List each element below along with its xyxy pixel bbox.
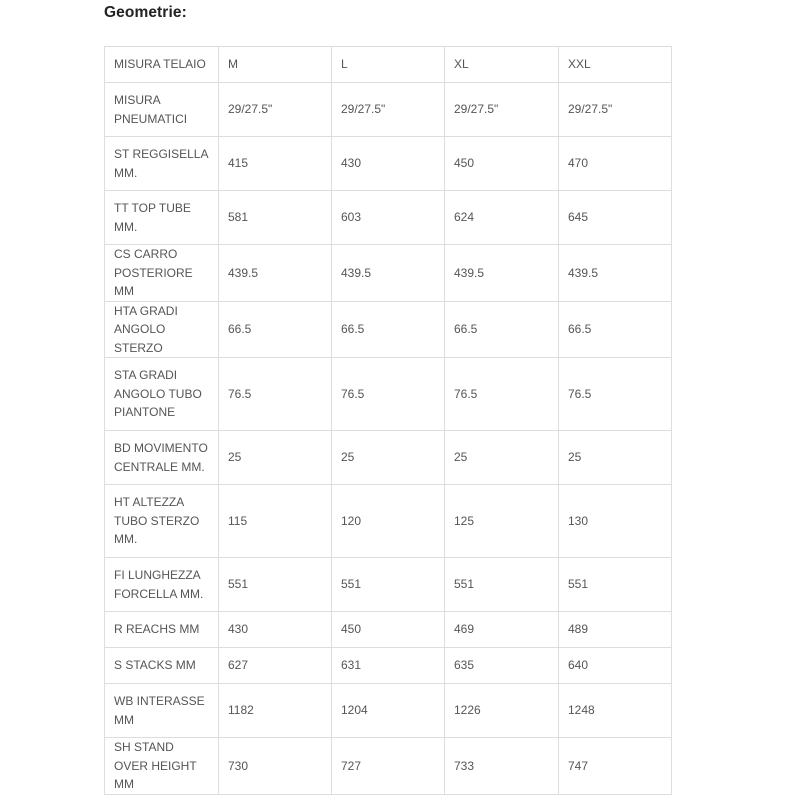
- table-cell: 439.5: [559, 245, 672, 302]
- table-row: [105, 245, 672, 302]
- row-label: MISURA TELAIO: [105, 47, 219, 83]
- table-cell: M: [219, 47, 332, 83]
- table-row: [105, 648, 672, 684]
- table-cell: 551: [445, 558, 559, 612]
- row-label: SH STAND OVER HEIGHT MM: [105, 738, 219, 795]
- row-label: HTA GRADI ANGOLO STERZO: [105, 301, 219, 358]
- table-cell: 130: [559, 485, 672, 558]
- table-row: [105, 191, 672, 245]
- table-row: [105, 684, 672, 738]
- table-cell: 66.5: [219, 301, 332, 358]
- table-cell: 415: [219, 137, 332, 191]
- table-cell: 439.5: [219, 245, 332, 302]
- table-cell: 624: [445, 191, 559, 245]
- table-cell: 551: [559, 558, 672, 612]
- table-cell: 29/27.5": [559, 83, 672, 137]
- row-label: HT ALTEZZA TUBO STERZO MM.: [105, 485, 219, 558]
- table-cell: 470: [559, 137, 672, 191]
- table-cell: 640: [559, 648, 672, 684]
- table-cell: 29/27.5": [445, 83, 559, 137]
- row-label: MISURA PNEUMATICI: [105, 83, 219, 137]
- table-cell: 1248: [559, 684, 672, 738]
- row-label: WB INTERASSE MM: [105, 684, 219, 738]
- table-cell: 76.5: [445, 358, 559, 431]
- table-cell: L: [332, 47, 445, 83]
- table-row: [105, 301, 672, 358]
- table-cell: 115: [219, 485, 332, 558]
- table-cell: 430: [332, 137, 445, 191]
- geometry-table: [104, 46, 672, 795]
- table-cell: 450: [445, 137, 559, 191]
- table-row: [105, 83, 672, 137]
- table-cell: 603: [332, 191, 445, 245]
- table-cell: 627: [219, 648, 332, 684]
- table-row: [105, 137, 672, 191]
- table-cell: 25: [559, 431, 672, 485]
- table-row: [105, 485, 672, 558]
- row-label: ST REGGISELLA MM.: [105, 137, 219, 191]
- row-label: TT TOP TUBE MM.: [105, 191, 219, 245]
- table-cell: 25: [219, 431, 332, 485]
- table-row: [105, 738, 672, 795]
- table-cell: 125: [445, 485, 559, 558]
- table-row: [105, 47, 672, 83]
- table-cell: 551: [219, 558, 332, 612]
- table-cell: 581: [219, 191, 332, 245]
- table-cell: 747: [559, 738, 672, 795]
- table-row: [105, 612, 672, 648]
- row-label: BD MOVIMENTO CENTRALE MM.: [105, 431, 219, 485]
- table-row: [105, 558, 672, 612]
- row-label: S STACKS MM: [105, 648, 219, 684]
- table-cell: 631: [332, 648, 445, 684]
- row-label: STA GRADI ANGOLO TUBO PIANTONE: [105, 358, 219, 431]
- table-cell: 727: [332, 738, 445, 795]
- table-cell: 25: [332, 431, 445, 485]
- table-cell: 469: [445, 612, 559, 648]
- table-cell: 635: [445, 648, 559, 684]
- table-cell: 1182: [219, 684, 332, 738]
- table-cell: 76.5: [559, 358, 672, 431]
- table-cell: XXL: [559, 47, 672, 83]
- table-cell: 439.5: [445, 245, 559, 302]
- table-cell: 1204: [332, 684, 445, 738]
- table-cell: 76.5: [219, 358, 332, 431]
- table-cell: 66.5: [445, 301, 559, 358]
- table-cell: 450: [332, 612, 445, 648]
- row-label: CS CARRO POSTERIORE MM: [105, 245, 219, 302]
- table-cell: XL: [445, 47, 559, 83]
- table-cell: 730: [219, 738, 332, 795]
- table-row: [105, 358, 672, 431]
- table-cell: 76.5: [332, 358, 445, 431]
- table-cell: 733: [445, 738, 559, 795]
- row-label: R REACHS MM: [105, 612, 219, 648]
- table-cell: 29/27.5": [332, 83, 445, 137]
- table-cell: 551: [332, 558, 445, 612]
- table-cell: 120: [332, 485, 445, 558]
- table-cell: 25: [445, 431, 559, 485]
- table-cell: 1226: [445, 684, 559, 738]
- table-cell: 66.5: [559, 301, 672, 358]
- table-cell: 430: [219, 612, 332, 648]
- table-cell: 66.5: [332, 301, 445, 358]
- row-label: FI LUNGHEZZA FORCELLA MM.: [105, 558, 219, 612]
- table-row: [105, 431, 672, 485]
- page-title: Geometrie:: [104, 4, 187, 21]
- table-cell: 439.5: [332, 245, 445, 302]
- table-cell: 489: [559, 612, 672, 648]
- table-cell: 29/27.5": [219, 83, 332, 137]
- table-cell: 645: [559, 191, 672, 245]
